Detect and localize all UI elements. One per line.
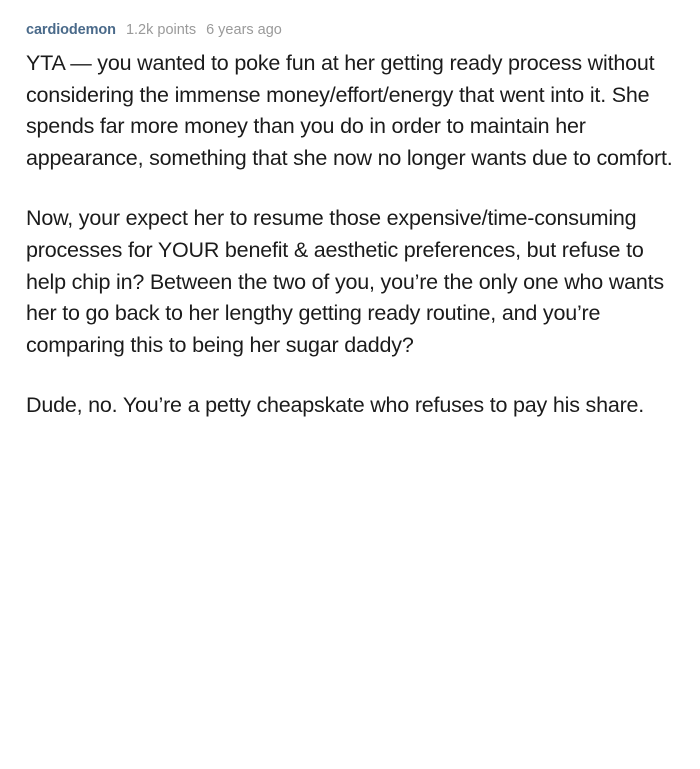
comment-paragraph: Dude, no. You’re a petty cheapskate who refuses to pay his share.: [26, 393, 645, 418]
comment-header: [26, 22, 674, 38]
comment-author[interactable]: cardiodemon: [26, 22, 116, 38]
comment-body: [26, 48, 674, 422]
comment-paragraph: Now, your expect her to resume those expensive/time-consuming processes for YOUR benefit & aesthetic preferences, but refuse to help chip in? Between the two of you, you’re the only one who wants her to go back to her lengthy getting ready routine, and you’re comparing this to being her sugar daddy?: [26, 206, 664, 357]
comment-paragraph: YTA — you wanted to poke fun at her getting ready process without considering the immense money/effort/energy that went into it. She spends far more money than you do in order to maintain her appearance, something that she now no longer wants due to comfort.: [26, 51, 673, 170]
comment-timestamp: 6 years ago: [206, 22, 282, 38]
comment-points: 1.2k points: [125, 22, 197, 38]
